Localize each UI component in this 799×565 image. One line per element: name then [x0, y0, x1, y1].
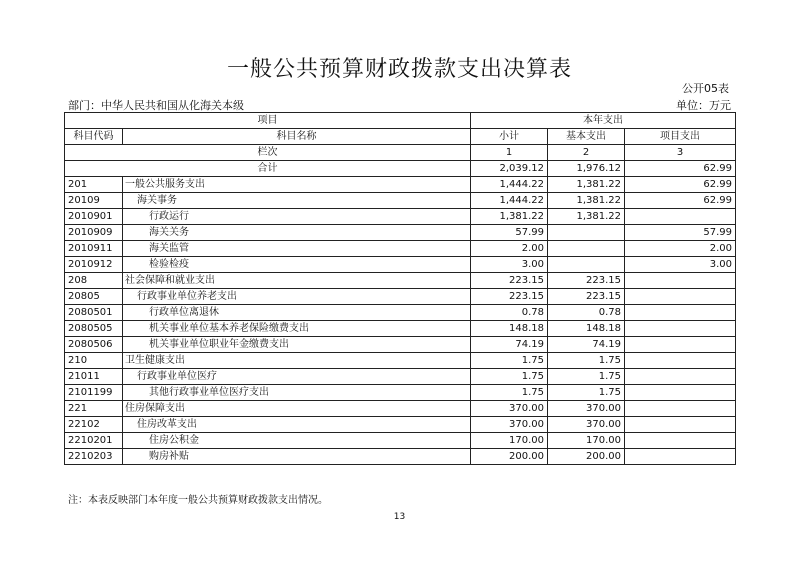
row-code: 2101199 [65, 385, 123, 401]
footnote: 注：本表反映部门本年度一般公共预算财政拨款支出情况。 [68, 495, 328, 506]
unit-label: 单位：万元 [676, 99, 731, 112]
column-1: 1 [471, 145, 548, 161]
table-row [65, 209, 736, 225]
header-subtotal: 小计 [471, 129, 548, 145]
row-name: 检验检疫 [123, 257, 471, 273]
row-name: 机关事业单位基本养老保险缴费支出 [123, 321, 471, 337]
row-code: 221 [65, 401, 123, 417]
page-number: 13 [393, 512, 406, 522]
row-project [625, 289, 736, 305]
row-subtotal: 1.75 [471, 353, 548, 369]
row-project: 62.99 [625, 177, 736, 193]
row-code: 21011 [65, 369, 123, 385]
header-project-expense: 项目支出 [625, 129, 736, 145]
row-project: 2.00 [625, 241, 736, 257]
column-number-row [65, 145, 736, 161]
row-project [625, 337, 736, 353]
row-project [625, 417, 736, 433]
row-project [625, 401, 736, 417]
table-row [65, 353, 736, 369]
header-basic: 基本支出 [548, 129, 625, 145]
row-name: 机关事业单位职业年金缴费支出 [123, 337, 471, 353]
row-project [625, 433, 736, 449]
row-code: 2010911 [65, 241, 123, 257]
row-project [625, 209, 736, 225]
total-row [65, 161, 736, 177]
row-basic: 1,381.22 [548, 209, 625, 225]
table-row [65, 337, 736, 353]
expenditure-table [64, 112, 736, 465]
row-subtotal: 223.15 [471, 289, 548, 305]
table-row [65, 401, 736, 417]
total-basic: 1,976.12 [548, 161, 625, 177]
row-subtotal: 1.75 [471, 369, 548, 385]
row-name: 行政运行 [123, 209, 471, 225]
row-basic [548, 257, 625, 273]
row-subtotal: 370.00 [471, 401, 548, 417]
header-project: 项目 [65, 113, 471, 129]
total-project: 62.99 [625, 161, 736, 177]
header-code: 科目代码 [65, 129, 123, 145]
row-subtotal: 74.19 [471, 337, 548, 353]
table-row [65, 417, 736, 433]
table-row [65, 433, 736, 449]
table-row [65, 305, 736, 321]
row-name: 住房保障支出 [123, 401, 471, 417]
row-project [625, 353, 736, 369]
table-row [65, 193, 736, 209]
row-code: 201 [65, 177, 123, 193]
row-code: 2010912 [65, 257, 123, 273]
total-subtotal: 2,039.12 [471, 161, 548, 177]
row-name: 购房补贴 [123, 449, 471, 465]
row-basic: 1,381.22 [548, 193, 625, 209]
table-row [65, 273, 736, 289]
row-name: 一般公共服务支出 [123, 177, 471, 193]
row-name: 海关关务 [123, 225, 471, 241]
row-basic [548, 241, 625, 257]
row-basic: 0.78 [548, 305, 625, 321]
row-basic [548, 225, 625, 241]
row-code: 2080501 [65, 305, 123, 321]
row-basic: 200.00 [548, 449, 625, 465]
row-code: 2010909 [65, 225, 123, 241]
row-subtotal: 3.00 [471, 257, 548, 273]
table-row [65, 369, 736, 385]
column-3: 3 [625, 145, 736, 161]
row-code: 2210201 [65, 433, 123, 449]
table-row [65, 225, 736, 241]
table-row [65, 289, 736, 305]
row-basic: 170.00 [548, 433, 625, 449]
row-subtotal: 0.78 [471, 305, 548, 321]
row-subtotal: 1,381.22 [471, 209, 548, 225]
row-name: 住房改革支出 [123, 417, 471, 433]
row-name: 其他行政事业单位医疗支出 [123, 385, 471, 401]
row-name: 卫生健康支出 [123, 353, 471, 369]
row-subtotal: 200.00 [471, 449, 548, 465]
header-name: 科目名称 [123, 129, 471, 145]
row-subtotal: 1,444.22 [471, 177, 548, 193]
table-row [65, 321, 736, 337]
row-name: 海关事务 [123, 193, 471, 209]
row-project: 3.00 [625, 257, 736, 273]
row-project [625, 385, 736, 401]
row-project: 62.99 [625, 193, 736, 209]
table-row [65, 449, 736, 465]
row-name: 行政事业单位医疗 [123, 369, 471, 385]
row-code: 2210203 [65, 449, 123, 465]
row-subtotal: 1.75 [471, 385, 548, 401]
header-row-1 [65, 113, 736, 129]
row-basic: 223.15 [548, 273, 625, 289]
row-project [625, 305, 736, 321]
row-name: 住房公积金 [123, 433, 471, 449]
row-code: 2080506 [65, 337, 123, 353]
row-project: 57.99 [625, 225, 736, 241]
row-subtotal: 223.15 [471, 273, 548, 289]
total-label: 合计 [65, 161, 471, 177]
row-basic: 370.00 [548, 417, 625, 433]
table-row [65, 177, 736, 193]
row-subtotal: 1,444.22 [471, 193, 548, 209]
row-basic: 148.18 [548, 321, 625, 337]
row-basic: 223.15 [548, 289, 625, 305]
page-title: 一般公共预算财政拨款支出决算表 [226, 57, 572, 82]
row-basic: 1.75 [548, 369, 625, 385]
row-code: 22102 [65, 417, 123, 433]
row-code: 210 [65, 353, 123, 369]
table-row [65, 257, 736, 273]
row-name: 社会保障和就业支出 [123, 273, 471, 289]
row-code: 2010901 [65, 209, 123, 225]
row-name: 行政事业单位养老支出 [123, 289, 471, 305]
column-2: 2 [548, 145, 625, 161]
row-subtotal: 2.00 [471, 241, 548, 257]
row-code: 2080505 [65, 321, 123, 337]
row-subtotal: 57.99 [471, 225, 548, 241]
row-code: 20109 [65, 193, 123, 209]
header-current-year: 本年支出 [471, 113, 736, 129]
table-row [65, 385, 736, 401]
column-label: 栏次 [65, 145, 471, 161]
department-label: 部门：中华人民共和国从化海关本级 [68, 99, 244, 112]
row-code: 208 [65, 273, 123, 289]
row-basic: 74.19 [548, 337, 625, 353]
row-project [625, 321, 736, 337]
row-project [625, 449, 736, 465]
table-row [65, 241, 736, 257]
row-project [625, 273, 736, 289]
row-subtotal: 170.00 [471, 433, 548, 449]
row-name: 行政单位离退休 [123, 305, 471, 321]
form-code: 公开05表 [682, 82, 729, 95]
header-row-2 [65, 129, 736, 145]
row-subtotal: 370.00 [471, 417, 548, 433]
row-basic: 1.75 [548, 385, 625, 401]
row-code: 20805 [65, 289, 123, 305]
row-basic: 1,381.22 [548, 177, 625, 193]
row-subtotal: 148.18 [471, 321, 548, 337]
row-name: 海关监管 [123, 241, 471, 257]
row-basic: 1.75 [548, 353, 625, 369]
row-project [625, 369, 736, 385]
row-basic: 370.00 [548, 401, 625, 417]
